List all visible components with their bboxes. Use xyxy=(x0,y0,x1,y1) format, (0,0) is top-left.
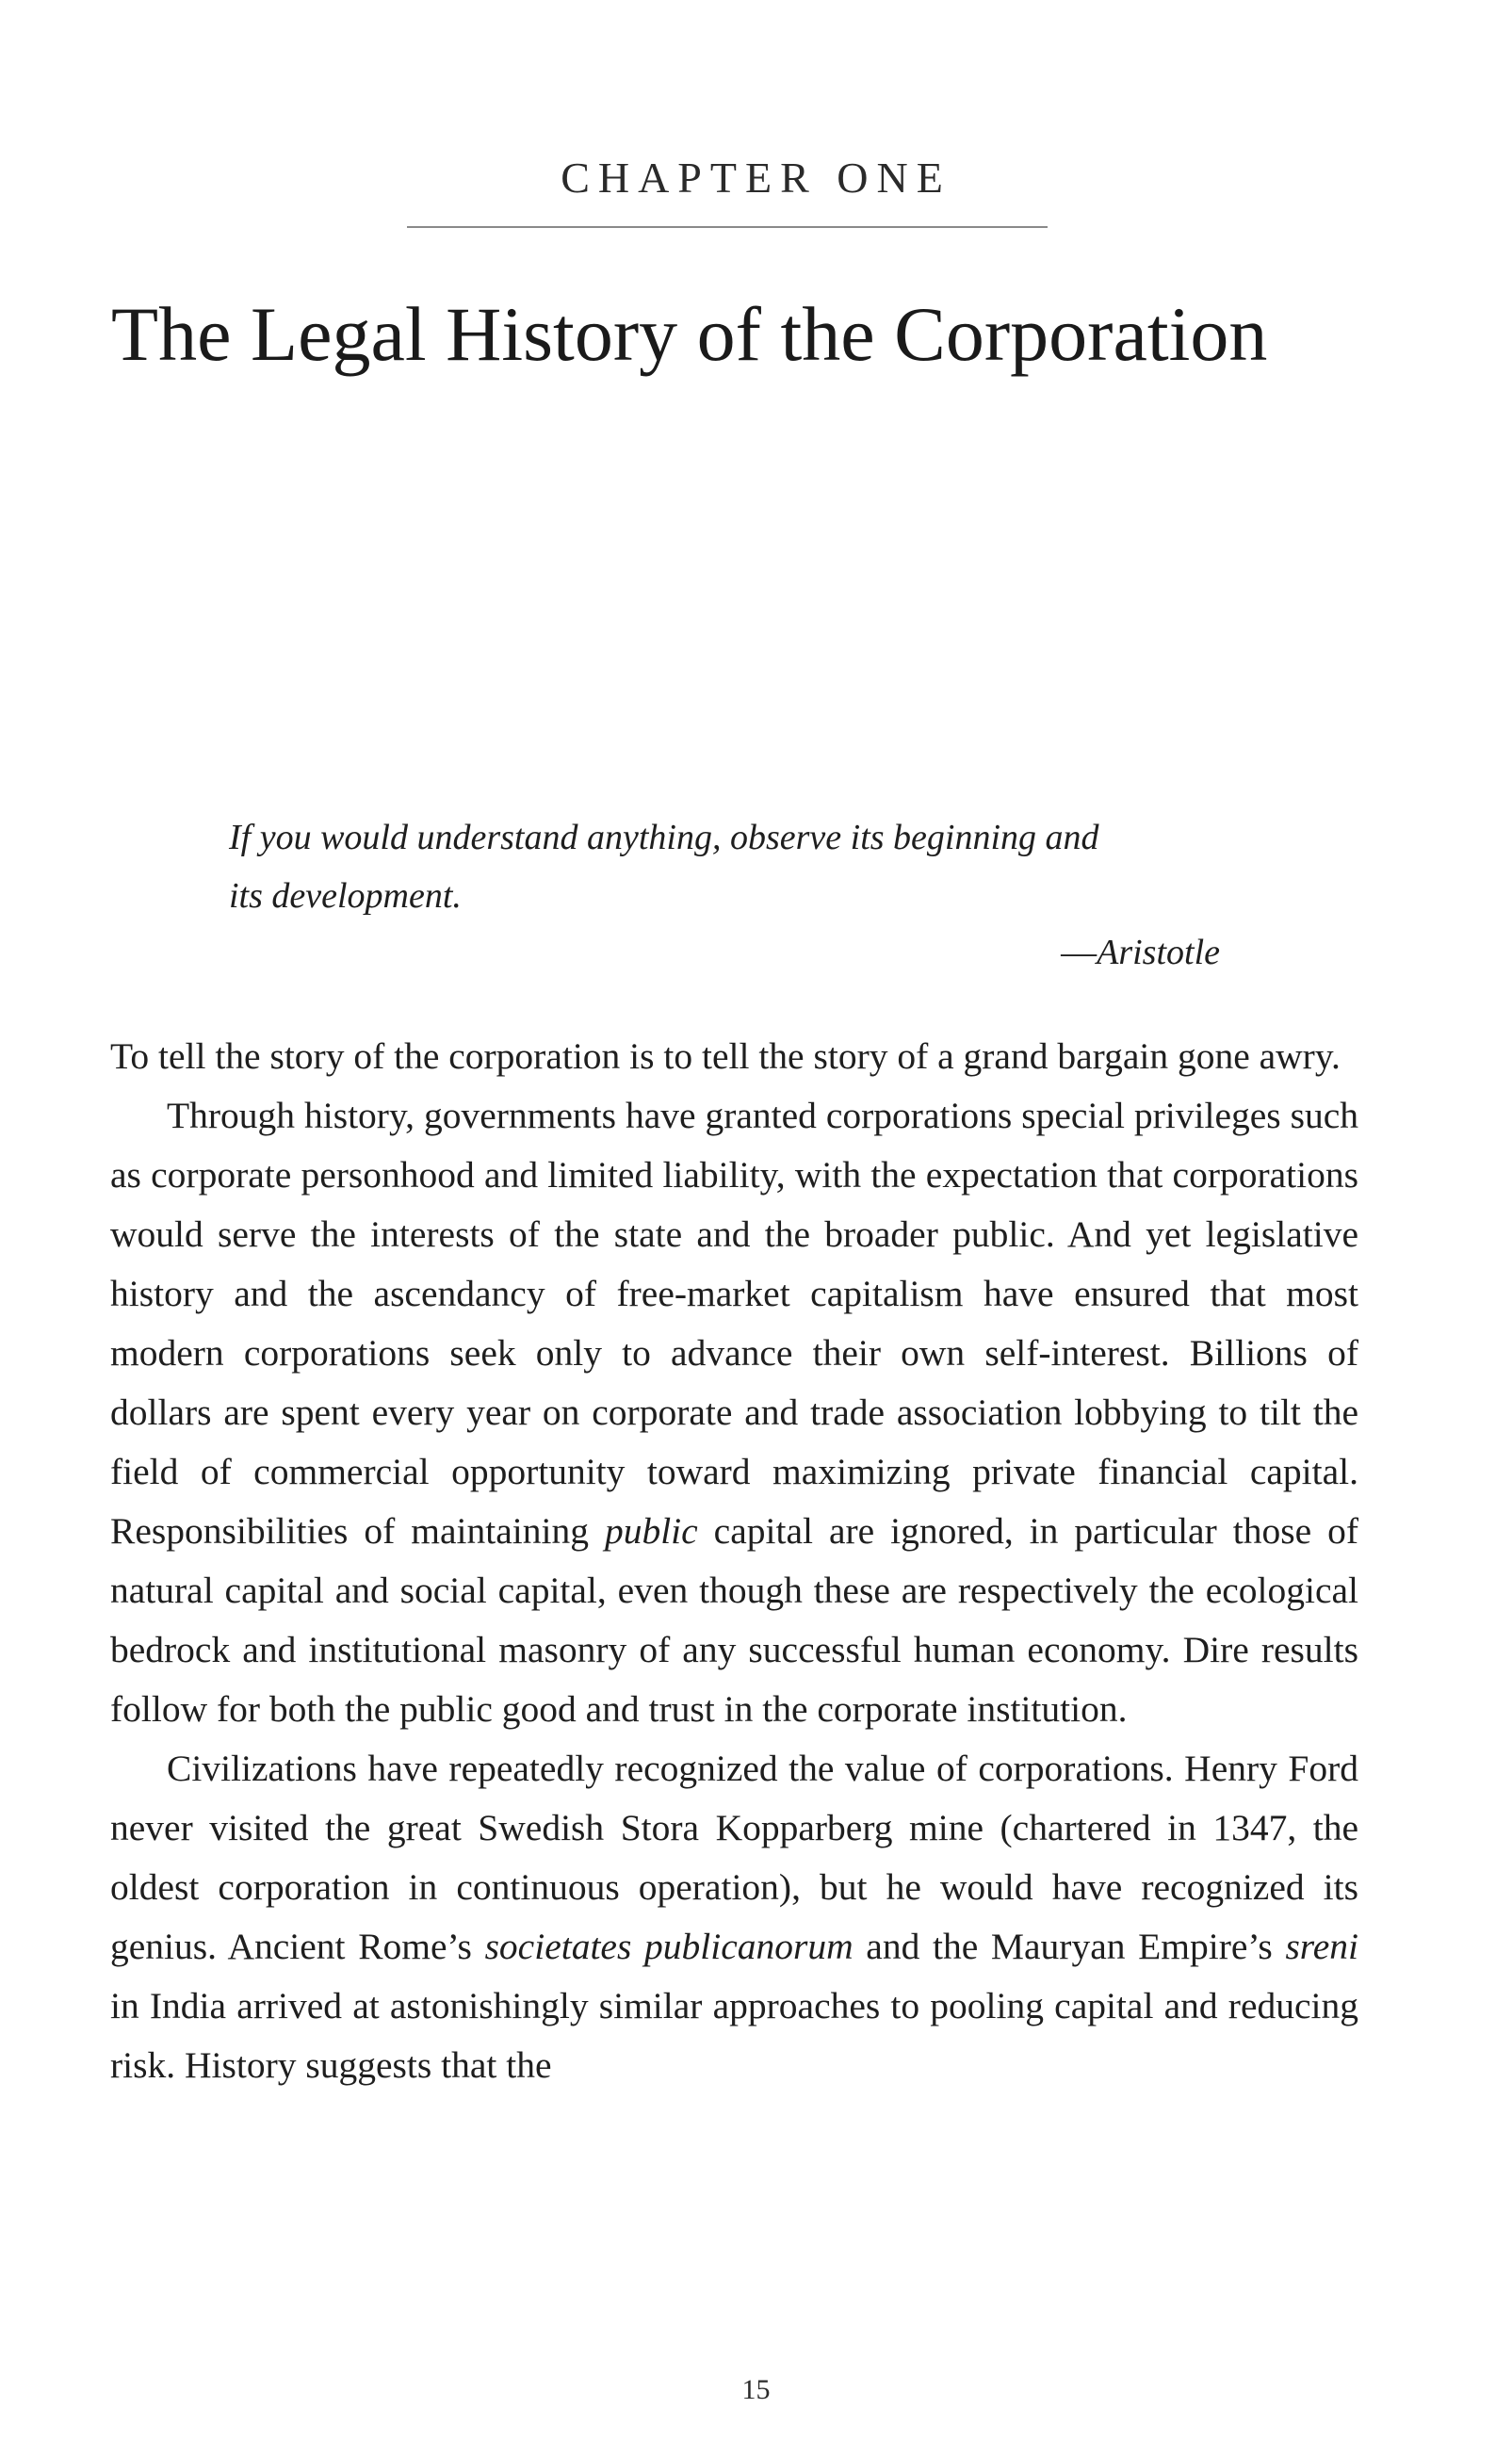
paragraph-3-middle: and the Mauryan Empire’s xyxy=(853,1926,1286,1967)
epigraph-line-2: its development. xyxy=(229,876,462,916)
attribution-dash: — xyxy=(1061,933,1097,972)
paragraph-2-rest: capital are ignored, in particular those of natural capital and social capital, even though these are respectively the ecological bedrock and institutional masonry of any successful human economy. Dire results follow for both the public good and trust in the corporate institution. xyxy=(110,1510,1358,1730)
paragraph-1: To tell the story of the corporation is to tell the story of a grand bargain gone awry. xyxy=(110,1035,1341,1077)
paragraph-2-emphasis: public xyxy=(604,1510,698,1552)
epigraph-attribution xyxy=(942,923,1220,982)
chapter-title: The Legal History of the Corporation xyxy=(111,291,1268,377)
paragraph-3-emphasis-2: sreni xyxy=(1285,1926,1358,1967)
paragraph-3-emphasis-1: societates publicanorum xyxy=(484,1926,854,1967)
chapter-label: CHAPTER ONE xyxy=(561,154,951,202)
chapter-rule xyxy=(407,226,1048,228)
paragraph-3-rest: in India arrived at astonishingly similar approaches to pooling capital and reducing risk. History suggests that the xyxy=(110,1985,1358,2086)
epigraph-quote xyxy=(229,808,1246,925)
paragraph-3 xyxy=(110,1739,1358,2095)
epigraph-line-1: If you would understand anything, observe its beginning and xyxy=(229,818,1099,857)
paragraph-2 xyxy=(110,1086,1358,1739)
page-number: 15 xyxy=(741,2374,771,2405)
body-text xyxy=(110,1027,1358,2095)
paragraph-2-text: Through history, governments have granted corporations special privileges such as corporate personhood and limited liability, with the expectation that corporations would serve the interests of the state and the broader public. And yet legislative history and the ascendancy of free-market capitalism have ensured that most modern corporations seek only to advance their own self-interest. Billions of dollars are spent every year on corporate and trade association lobbying to tilt the field of commercial opportunity toward maximizing private financial capital. Responsibilities of maintaining xyxy=(110,1095,1358,1552)
attribution-name: Aristotle xyxy=(1097,933,1220,972)
paragraph-3-text: Civilizations have repeatedly recognized the value of corporations. Henry Ford never visited the great Swedish Stora Kopparberg mine (chartered in 1347, the oldest corporation in continuous operation), but he would have recognized its genius. Ancient Rome’s xyxy=(110,1748,1358,1967)
